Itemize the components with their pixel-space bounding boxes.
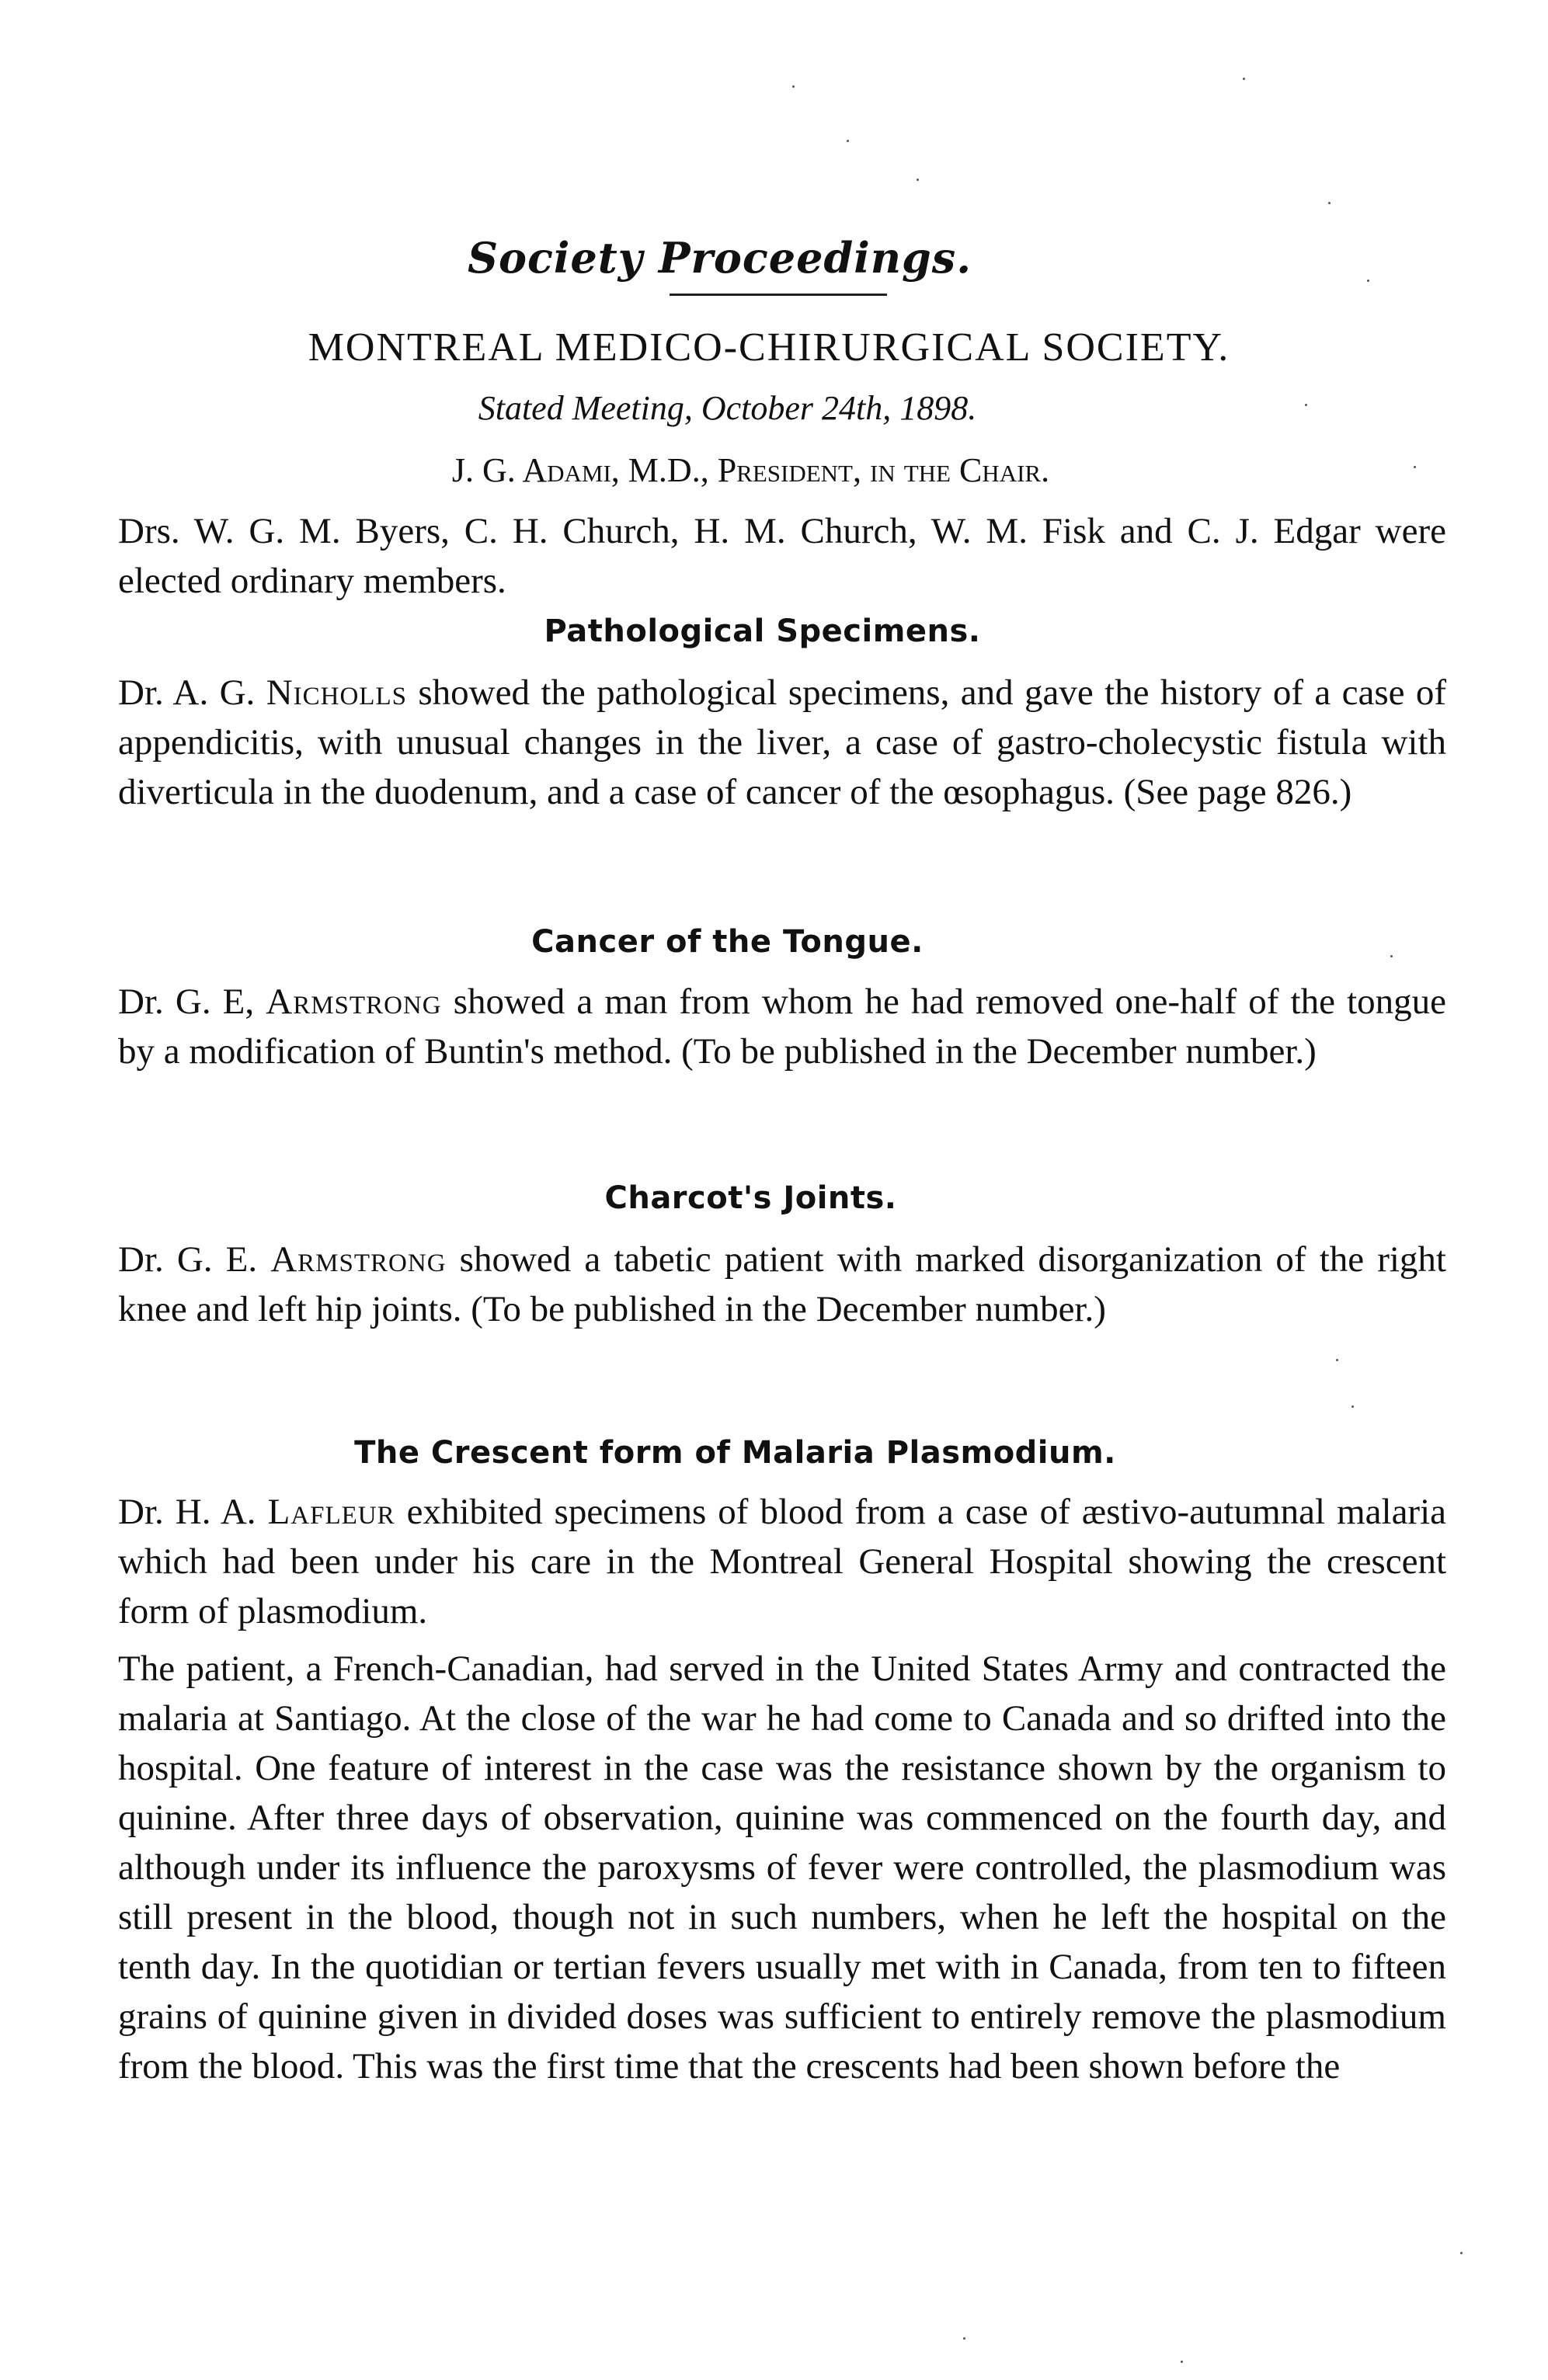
section-heading-charcot: Charcot's Joints. xyxy=(604,1180,897,1216)
scan-speck xyxy=(1390,955,1393,957)
running-head: Society Proceedings. xyxy=(467,233,972,283)
election-paragraph: Drs. W. G. M. Byers, C. H. Church, H. M. Church, W. M. Fisk and C. J. Edgar were elected ordinary members. xyxy=(118,511,1446,601)
section-paragraph-malaria xyxy=(118,1487,1446,1636)
scan-speck xyxy=(792,85,795,88)
scan-speck xyxy=(1367,280,1369,282)
paragraph-text: showed a tabetic patient with marked disorganization of the right knee and left hip joints. (To be published in the December number.) xyxy=(118,1239,1446,1329)
malaria-continuation-paragraph: The patient, a French-Canadian, had served in the United States Army and contracted the malaria at Santiago. At the close of the war he had come to Canada and so drifted into the hospital. One feature of interest in the case was the resistance shown by the organism to quinine. After three days of observation, quinine was commenced on the fourth day, and although under its influence the paroxysms of fever were controlled, the plasmodium was still present in the blood, though not in such numbers, when he left the hospital on the tenth day. In the quotidian or tertian fevers usually met with in Canada, from ten to fifteen grains of quinine given in divided doses was sufficient to entirely remove the plasmodium from the blood. This was the first time that the crescents had been shown before the xyxy=(118,1649,1446,2086)
section-heading-malaria: The Crescent form of Malaria Plasmodium. xyxy=(354,1435,1116,1471)
scan-speck xyxy=(1243,78,1245,80)
section-heading-pathological: Pathological Specimens. xyxy=(544,613,981,649)
society-title: MONTREAL MEDICO-CHIRURGICAL SOCIETY. xyxy=(308,325,1230,370)
scan-speck xyxy=(1305,404,1307,406)
scan-speck xyxy=(917,179,919,181)
paragraph-text: exhibited specimens of blood from a case of æstivo-autumnal malaria which had been under his care in the Montreal General Hospital showing the crescent form of plasmodium. xyxy=(118,1492,1447,1631)
title-rule xyxy=(670,294,887,296)
paragraph-text: showed the pathological specimens, and gave the history of a case of appendicitis, with unusual changes in the liver, a case of gastro-cholecystic fistula with diverticula in the duodenum, and a case of cancer of the œsophagus. (See page 826.) xyxy=(118,672,1446,812)
scan-speck xyxy=(1181,2361,1183,2363)
speaker-name: Nicholls xyxy=(266,672,407,713)
scan-speck xyxy=(1414,466,1416,468)
speaker-lead: Dr. H. A. xyxy=(118,1492,268,1532)
scan-speck xyxy=(1328,202,1331,204)
section-paragraph-tongue xyxy=(118,977,1446,1076)
speaker-name: Armstrong xyxy=(266,982,442,1022)
scan-speck xyxy=(1460,2252,1463,2254)
scan-speck xyxy=(1351,1405,1354,1408)
speaker-lead: Dr. A. G. xyxy=(118,672,266,713)
section-heading-tongue: Cancer of the Tongue. xyxy=(531,924,924,960)
section-paragraph-pathological xyxy=(118,668,1446,817)
scan-speck xyxy=(963,2337,965,2340)
paragraph-text: showed a man from whom he had removed one-half of the tongue by a modification of Buntin's method. (To be published in the December number.) xyxy=(118,982,1446,1072)
speaker-lead: Dr. G. E. xyxy=(118,1239,271,1280)
scan-speck xyxy=(1336,1359,1338,1361)
speaker-name: Lafleur xyxy=(267,1492,395,1532)
speaker-lead: Dr. G. E, xyxy=(118,982,266,1022)
speaker-name: Armstrong xyxy=(270,1239,447,1280)
scan-speck xyxy=(847,140,849,142)
chair-line: J. G. Adami, M.D., President, in the Chair. xyxy=(451,451,1050,489)
meeting-date: Stated Meeting, October 24th, 1898. xyxy=(478,389,977,427)
section-paragraph-charcot xyxy=(118,1235,1446,1334)
